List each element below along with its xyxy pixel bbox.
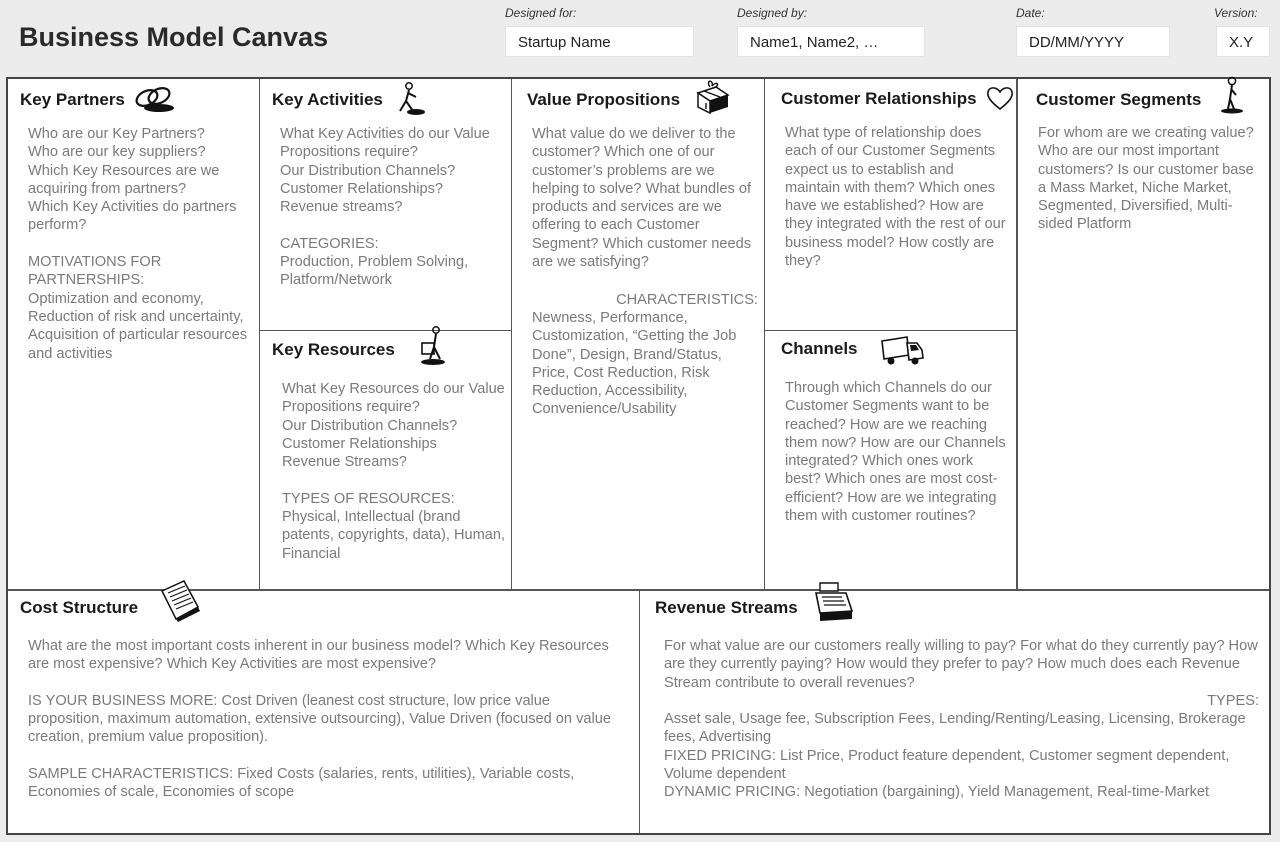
- designed-by-field[interactable]: Name1, Name2, …: [737, 26, 925, 57]
- value-propositions-title: Value Propositions: [527, 90, 681, 109]
- receipt-icon: [154, 577, 204, 623]
- key-activities-title: Key Activities: [272, 90, 383, 109]
- version-field[interactable]: X.Y: [1216, 26, 1270, 57]
- revenue-streams-block[interactable]: [640, 589, 1269, 833]
- channels-text: Through which Channels do our Customer Segments want to be reached? How are we reaching them now? How are our Channels integrated? Which ones work best? Which ones are most cost-efficient? How are we integrating them with customer routines?: [785, 380, 1006, 525]
- version-label: Version:: [1214, 6, 1258, 20]
- value-propositions-characteristics-label: CHARACTERISTICS:: [616, 292, 758, 308]
- worker-icon: [392, 81, 428, 117]
- cost-structure-text: What are the most important costs inherent in our business model? Which Key Resources are most expensive? Which Key Activities are most expensive? IS YOUR BUSINESS MORE: Cost Driven (leanest cost structure, low price value proposition, maximum automation, extensive outsourcing), Value Driven (focused on value creation, premium value proposition). SAMPLE CHARACTERISTICS: Fixed Costs (salaries, rents, utilities), Variable costs, Economies of scale, Economies of scope: [28, 638, 611, 801]
- customer-relationships-block[interactable]: [765, 79, 1018, 331]
- channels-title: Channels: [781, 339, 858, 358]
- designed-by-label: Designed by:: [737, 6, 808, 20]
- cash-register-icon: [812, 579, 856, 625]
- worker-with-box-icon: [418, 325, 448, 367]
- key-activities-text: What Key Activities do our Value Propositions require? Our Distribution Channels? Customer Relationships? Revenue streams? CATEGORIES: Production, Problem Solving, Platform/Network: [280, 126, 490, 289]
- customer-relationships-text: What type of relationship does each of our Customer Segments expect us to establish and maintain with them? Which ones have we established? How are they integrated with the rest of our business model? How costly are they?: [785, 125, 1006, 270]
- customer-segments-text: For whom are we creating value? Who are our most important customers? Is our customer base a Mass Market, Niche Market, Segmented, Diversified, Multi-sided Platform: [1038, 125, 1254, 233]
- key-resources-text: What Key Resources do our Value Propositions require? Our Distribution Channels? Customer Relationships Revenue Streams? TYPES OF RESOURCES: Physical, Intellectual (brand patents, copyrights, data), Human, Financial: [282, 381, 506, 562]
- value-propositions-block[interactable]: [512, 79, 765, 589]
- key-activities-block[interactable]: [260, 79, 512, 331]
- date-label: Date:: [1016, 6, 1045, 20]
- cost-structure-title: Cost Structure: [20, 598, 139, 617]
- cost-structure-block[interactable]: [8, 589, 640, 833]
- key-partners-block[interactable]: [8, 79, 260, 589]
- revenue-streams-text: For what value are our customers really willing to pay? For what do they currently pay? How are they currently paying? How would they prefer to pay? How much does each Revenue Stream contribute to overall revenues?: [664, 638, 1258, 691]
- chain-link-icon: [132, 83, 176, 115]
- heart-icon: [985, 84, 1015, 112]
- designed-for-label: Designed for:: [505, 6, 577, 20]
- revenue-streams-types-label: TYPES:: [1207, 693, 1259, 709]
- business-model-canvas: [6, 77, 1271, 835]
- customer-segments-block[interactable]: [1018, 79, 1269, 589]
- channels-block[interactable]: [765, 331, 1018, 589]
- gift-icon: [690, 79, 732, 115]
- date-field[interactable]: DD/MM/YYYY: [1016, 26, 1170, 57]
- page-title: Business Model Canvas: [19, 22, 329, 52]
- key-resources-title: Key Resources: [272, 340, 395, 359]
- key-partners-title: Key Partners: [20, 90, 125, 109]
- revenue-streams-title: Revenue Streams: [655, 598, 798, 617]
- key-partners-text: Who are our Key Partners? Who are our key suppliers? Which Key Resources are we acquiring from partners? Which Key Activities do partners perform? MOTIVATIONS FOR PARTNERSHIPS: Optimization and economy, Reduction of risk and uncertainty, Acquisition of particular resources and activities: [28, 126, 248, 362]
- person-icon: [1218, 75, 1246, 115]
- truck-icon: [879, 333, 927, 369]
- revenue-streams-types: Asset sale, Usage fee, Subscription Fees, Lending/Renting/Leasing, Licensing, Brokerage fees, Advertising FIXED PRICING: List Price, Product feature dependent, Customer segment dependent, Volume dependent DYNAMIC PRICING: Negotiation (bargaining), Yield Management, Real-time-Market: [664, 711, 1246, 801]
- value-propositions-characteristics: Newness, Performance, Customization, “Getting the Job Done”, Design, Brand/Status, Price, Cost Reduction, Risk Reduction, Accessibility, Convenience/Usability: [532, 310, 737, 418]
- designed-for-field[interactable]: Startup Name: [505, 26, 694, 57]
- customer-segments-title: Customer Segments: [1036, 90, 1202, 109]
- value-propositions-text: What value do we deliver to the customer? Which one of our customer’s problems are we helping to solve? What bundles of products and services are we offering to each Customer Segment? Which customer needs are we satisfying?: [532, 126, 752, 271]
- key-resources-block[interactable]: [260, 331, 512, 589]
- customer-relationships-title: Customer Relationships: [781, 89, 977, 108]
